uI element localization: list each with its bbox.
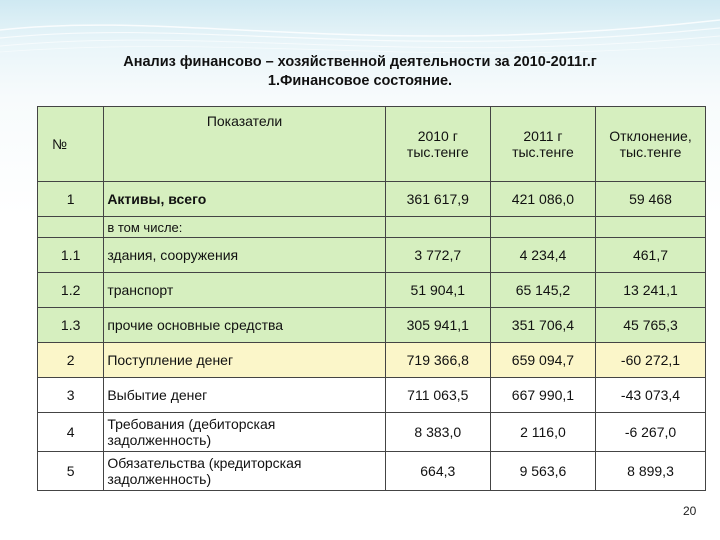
table-row xyxy=(38,308,706,343)
row-2010: 305 941,1 xyxy=(385,308,490,343)
title-line-1: Анализ финансово – хозяйственной деятельности за 2010-2011г.г xyxy=(123,54,597,70)
table-row xyxy=(38,413,706,452)
table-row xyxy=(38,378,706,413)
table-row xyxy=(38,217,706,238)
row-num: 1.3 xyxy=(38,308,104,343)
row-2010: 719 366,8 xyxy=(385,343,490,378)
row-2011: 2 116,0 xyxy=(490,413,595,452)
row-2010: 8 383,0 xyxy=(385,413,490,452)
row-num: 2 xyxy=(38,343,104,378)
row-2010: 361 617,9 xyxy=(385,182,490,217)
header-num: № xyxy=(38,107,104,182)
row-2011: 421 086,0 xyxy=(490,182,595,217)
table-row xyxy=(38,452,706,491)
page-number: 20 xyxy=(683,504,697,518)
header-indicator: Показатели xyxy=(104,107,385,182)
row-2010: 664,3 xyxy=(385,452,490,491)
row-2011: 9 563,6 xyxy=(490,452,595,491)
row-name: Поступление денег xyxy=(104,343,385,378)
row-2011: 659 094,7 xyxy=(490,343,595,378)
row-deviation: 8 899,3 xyxy=(596,452,706,491)
row-name: Требования (дебиторская задолженность) xyxy=(104,413,385,452)
row-name: прочие основные средства xyxy=(104,308,385,343)
financial-table xyxy=(37,106,706,491)
table-row xyxy=(38,238,706,273)
row-num xyxy=(38,217,104,238)
row-num: 1 xyxy=(38,182,104,217)
row-deviation: -43 073,4 xyxy=(596,378,706,413)
row-num: 3 xyxy=(38,378,104,413)
table-row xyxy=(38,182,706,217)
table-row xyxy=(38,343,706,378)
row-2011: 351 706,4 xyxy=(490,308,595,343)
header-deviation: Отклонение, тыс.тенге xyxy=(596,107,706,182)
row-name: здания, сооружения xyxy=(104,238,385,273)
row-deviation: 461,7 xyxy=(596,238,706,273)
row-2011: 667 990,1 xyxy=(490,378,595,413)
row-num: 1.1 xyxy=(38,238,104,273)
row-2011: 4 234,4 xyxy=(490,238,595,273)
header-2010: 2010 г тыс.тенге xyxy=(385,107,490,182)
row-name: Выбытие денег xyxy=(104,378,385,413)
row-name: в том числе: xyxy=(104,217,385,238)
row-num: 5 xyxy=(38,452,104,491)
row-2011: 65 145,2 xyxy=(490,273,595,308)
row-name: транспорт xyxy=(104,273,385,308)
row-num: 1.2 xyxy=(38,273,104,308)
header-2011: 2011 г тыс.тенге xyxy=(490,107,595,182)
row-deviation: 45 765,3 xyxy=(596,308,706,343)
row-2011 xyxy=(490,217,595,238)
row-name: Активы, всего xyxy=(104,182,385,217)
row-2010: 711 063,5 xyxy=(385,378,490,413)
row-deviation: -60 272,1 xyxy=(596,343,706,378)
row-num: 4 xyxy=(38,413,104,452)
table-row xyxy=(38,273,706,308)
row-2010: 3 772,7 xyxy=(385,238,490,273)
row-deviation: -6 267,0 xyxy=(596,413,706,452)
row-name: Обязательства (кредиторская задолженность) xyxy=(104,452,385,491)
row-deviation: 13 241,1 xyxy=(596,273,706,308)
row-2010 xyxy=(385,217,490,238)
table-header-row xyxy=(38,107,706,182)
row-deviation xyxy=(596,217,706,238)
row-2010: 51 904,1 xyxy=(385,273,490,308)
title-line-2: 1.Финансовое состояние. xyxy=(267,73,453,89)
page-title xyxy=(0,53,720,91)
row-deviation: 59 468 xyxy=(596,182,706,217)
